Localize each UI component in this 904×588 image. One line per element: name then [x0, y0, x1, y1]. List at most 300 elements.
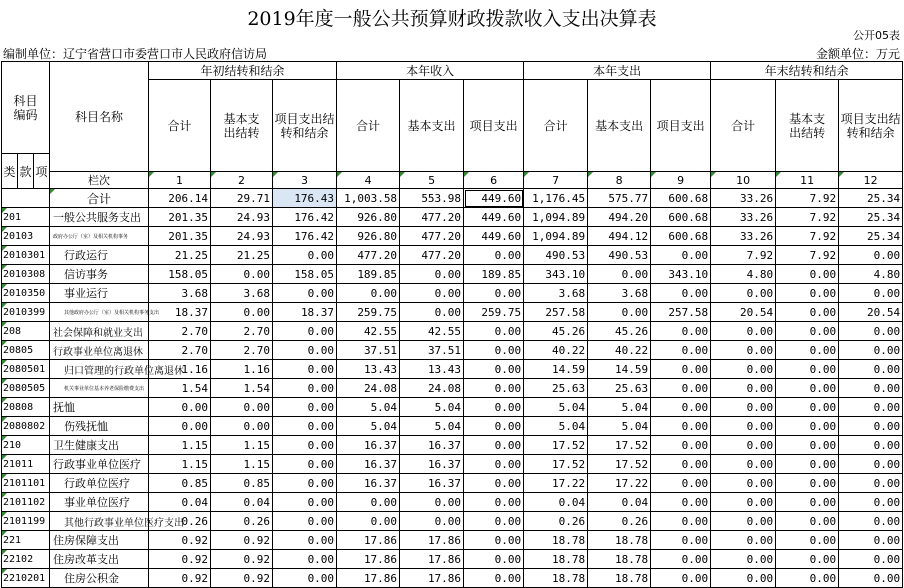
amount-cell[interactable]: 21.25	[149, 246, 211, 265]
amount-cell[interactable]: 20.54	[711, 303, 776, 322]
subject-name-cell[interactable]: 住房保障支出	[50, 531, 149, 550]
amount-cell[interactable]: 3.68	[524, 284, 588, 303]
amount-cell[interactable]: 1,176.45	[524, 189, 588, 208]
amount-cell[interactable]: 1,094.89	[524, 208, 588, 227]
amount-cell[interactable]: 3.68	[588, 284, 651, 303]
amount-cell[interactable]: 0.04	[149, 493, 211, 512]
amount-cell[interactable]: 201.35	[149, 227, 211, 246]
amount-cell[interactable]: 24.93	[211, 208, 273, 227]
amount-cell[interactable]: 0.00	[273, 512, 337, 531]
amount-cell[interactable]: 0.00	[839, 341, 903, 360]
amount-cell[interactable]: 0.00	[464, 398, 524, 417]
amount-cell[interactable]: 0.00	[273, 398, 337, 417]
amount-cell[interactable]: 14.59	[524, 360, 588, 379]
amount-cell[interactable]: 0.00	[464, 455, 524, 474]
amount-cell[interactable]: 0.00	[839, 512, 903, 531]
amount-cell[interactable]: 37.51	[337, 341, 400, 360]
subject-name-cell[interactable]: 行政单位医疗	[50, 474, 149, 493]
amount-cell[interactable]: 1.15	[149, 436, 211, 455]
table-row	[2, 455, 903, 474]
amount-cell[interactable]: 0.00	[839, 455, 903, 474]
amount-cell[interactable]: 0.00	[839, 493, 903, 512]
amount-cell[interactable]: 0.92	[211, 569, 273, 588]
amount-cell[interactable]: 1.16	[211, 360, 273, 379]
amount-cell[interactable]: 0.92	[149, 531, 211, 550]
subject-name-cell[interactable]: 事业单位医疗	[50, 493, 149, 512]
amount-cell[interactable]: 0.00	[273, 474, 337, 493]
amount-cell[interactable]: 0.00	[776, 417, 839, 436]
subject-name-cell[interactable]: 住房改革支出	[50, 550, 149, 569]
amount-cell[interactable]: 0.00	[776, 474, 839, 493]
amount-cell[interactable]: 0.00	[273, 246, 337, 265]
amount-cell[interactable]: 18.37	[273, 303, 337, 322]
amount-cell[interactable]: 16.37	[337, 436, 400, 455]
amount-cell[interactable]: 18.78	[524, 531, 588, 550]
amount-cell[interactable]: 0.00	[149, 398, 211, 417]
amount-cell[interactable]: 0.00	[464, 531, 524, 550]
amount-cell[interactable]: 0.00	[211, 398, 273, 417]
amount-cell[interactable]: 25.63	[524, 379, 588, 398]
amount-cell[interactable]: 5.04	[337, 398, 400, 417]
subject-code-cell[interactable]: 22102	[2, 550, 50, 569]
amount-cell[interactable]: 0.00	[273, 493, 337, 512]
amount-cell[interactable]: 0.00	[651, 474, 711, 493]
amount-cell[interactable]: 0.00	[711, 474, 776, 493]
amount-cell[interactable]: 5.04	[588, 417, 651, 436]
amount-cell[interactable]: 158.05	[273, 265, 337, 284]
table-row	[2, 189, 903, 208]
amount-cell[interactable]: 0.00	[464, 569, 524, 588]
amount-cell[interactable]: 0.00	[776, 303, 839, 322]
amount-cell[interactable]: 0.85	[149, 474, 211, 493]
amount-cell[interactable]: 477.20	[400, 227, 464, 246]
amount-cell[interactable]: 25.34	[839, 189, 903, 208]
amount-cell[interactable]: 18.78	[588, 531, 651, 550]
subject-code-cell[interactable]: 208	[2, 322, 50, 341]
amount-cell[interactable]: 17.86	[337, 531, 400, 550]
amount-cell[interactable]: 0.00	[400, 303, 464, 322]
amount-cell[interactable]: 0.00	[839, 246, 903, 265]
amount-cell[interactable]: 17.86	[400, 531, 464, 550]
amount-cell[interactable]: 0.00	[839, 550, 903, 569]
amount-cell[interactable]: 0.04	[211, 493, 273, 512]
amount-cell[interactable]: 2.70	[211, 322, 273, 341]
amount-cell[interactable]: 575.77	[588, 189, 651, 208]
subject-name-cell[interactable]: 政府办公厅（室）及相关机构事务	[50, 227, 149, 246]
amount-cell[interactable]: 0.92	[211, 531, 273, 550]
amount-cell[interactable]: 0.00	[400, 284, 464, 303]
amount-cell[interactable]: 257.58	[651, 303, 711, 322]
amount-cell[interactable]: 17.86	[400, 550, 464, 569]
subject-code-cell[interactable]: 20103	[2, 227, 50, 246]
amount-cell[interactable]: 0.00	[651, 512, 711, 531]
amount-cell[interactable]: 0.00	[711, 284, 776, 303]
amount-cell[interactable]: 0.00	[273, 360, 337, 379]
amount-cell[interactable]: 0.00	[651, 341, 711, 360]
amount-cell[interactable]: 17.86	[400, 569, 464, 588]
amount-cell[interactable]: 21.25	[211, 246, 273, 265]
amount-cell[interactable]: 176.42	[273, 208, 337, 227]
subject-code-cell[interactable]: 2010301	[2, 246, 50, 265]
subject-name-cell[interactable]: 行政运行	[50, 246, 149, 265]
amount-cell[interactable]: 0.00	[273, 569, 337, 588]
subject-name-cell[interactable]: 伤残抚恤	[50, 417, 149, 436]
amount-cell[interactable]: 0.00	[776, 360, 839, 379]
amount-cell[interactable]: 0.00	[211, 303, 273, 322]
amount-cell[interactable]: 0.26	[211, 512, 273, 531]
amount-cell[interactable]: 0.00	[273, 550, 337, 569]
amount-cell[interactable]: 0.00	[776, 493, 839, 512]
amount-cell[interactable]: 0.00	[651, 550, 711, 569]
amount-cell[interactable]: 0.92	[149, 569, 211, 588]
amount-cell[interactable]: 0.00	[651, 436, 711, 455]
amount-cell[interactable]: 7.92	[711, 246, 776, 265]
amount-cell[interactable]: 18.78	[524, 569, 588, 588]
amount-cell[interactable]: 17.22	[524, 474, 588, 493]
amount-cell[interactable]: 1.54	[211, 379, 273, 398]
amount-cell[interactable]: 0.92	[149, 550, 211, 569]
amount-cell[interactable]: 1.54	[149, 379, 211, 398]
amount-cell[interactable]: 7.92	[776, 208, 839, 227]
amount-cell[interactable]: 0.00	[400, 512, 464, 531]
amount-cell[interactable]: 4.80	[711, 265, 776, 284]
amount-cell[interactable]: 17.52	[524, 436, 588, 455]
amount-cell[interactable]: 0.00	[464, 436, 524, 455]
amount-cell[interactable]: 5.04	[524, 417, 588, 436]
subject-code-cell[interactable]: 2080501	[2, 360, 50, 379]
amount-cell[interactable]: 0.00	[711, 569, 776, 588]
subject-code-cell[interactable]: 2080802	[2, 417, 50, 436]
amount-cell[interactable]: 16.37	[400, 436, 464, 455]
amount-cell[interactable]: 20.54	[839, 303, 903, 322]
amount-cell[interactable]: 1.15	[149, 455, 211, 474]
amount-cell[interactable]: 0.26	[588, 512, 651, 531]
amount-cell[interactable]: 0.00	[776, 531, 839, 550]
amount-cell[interactable]: 0.00	[651, 379, 711, 398]
amount-cell[interactable]: 3.68	[211, 284, 273, 303]
amount-cell[interactable]: 29.71	[211, 189, 273, 208]
subject-code-cell[interactable]	[2, 189, 50, 208]
amount-cell[interactable]: 0.00	[711, 360, 776, 379]
amount-cell[interactable]: 0.00	[588, 303, 651, 322]
amount-cell[interactable]: 600.68	[651, 189, 711, 208]
amount-cell[interactable]: 206.14	[149, 189, 211, 208]
amount-cell[interactable]: 0.00	[711, 417, 776, 436]
amount-cell[interactable]: 0.00	[464, 341, 524, 360]
amount-cell[interactable]: 0.00	[711, 379, 776, 398]
amount-cell[interactable]: 0.00	[651, 531, 711, 550]
amount-cell[interactable]: 176.42	[273, 227, 337, 246]
amount-cell[interactable]: 0.00	[211, 265, 273, 284]
subject-code-cell[interactable]: 2010308	[2, 265, 50, 284]
amount-cell[interactable]: 17.22	[588, 474, 651, 493]
subject-code-cell[interactable]: 2010399	[2, 303, 50, 322]
amount-cell[interactable]: 0.00	[839, 398, 903, 417]
subject-name-cell[interactable]: 其他行政事业单位医疗支出	[50, 512, 149, 531]
amount-cell[interactable]: 0.00	[464, 474, 524, 493]
amount-cell[interactable]: 18.78	[588, 550, 651, 569]
subject-name-cell[interactable]: 行政事业单位离退休	[50, 341, 149, 360]
amount-cell[interactable]: 33.26	[711, 208, 776, 227]
amount-cell[interactable]: 0.00	[839, 569, 903, 588]
amount-cell[interactable]: 0.26	[524, 512, 588, 531]
subject-name-cell[interactable]: 其他政府办公厅（室）及相关机构事务支出	[50, 303, 149, 322]
amount-cell[interactable]: 45.26	[588, 322, 651, 341]
amount-cell[interactable]: 2.70	[211, 341, 273, 360]
amount-cell[interactable]: 926.80	[337, 208, 400, 227]
amount-cell[interactable]: 0.00	[464, 322, 524, 341]
amount-cell[interactable]: 4.80	[839, 265, 903, 284]
amount-cell[interactable]: 189.85	[464, 265, 524, 284]
amount-cell[interactable]: 18.37	[149, 303, 211, 322]
subject-code-cell[interactable]: 210	[2, 436, 50, 455]
amount-cell[interactable]: 17.52	[588, 455, 651, 474]
amount-cell[interactable]: 3.68	[149, 284, 211, 303]
amount-cell[interactable]: 0.00	[273, 322, 337, 341]
amount-cell[interactable]: 24.08	[400, 379, 464, 398]
amount-cell[interactable]: 1.15	[211, 455, 273, 474]
amount-cell[interactable]: 0.00	[588, 265, 651, 284]
subject-name-cell[interactable]: 合计	[50, 189, 149, 208]
amount-cell[interactable]: 0.00	[651, 322, 711, 341]
amount-cell[interactable]: 37.51	[400, 341, 464, 360]
subject-name-cell[interactable]: 行政事业单位医疗	[50, 455, 149, 474]
amount-cell[interactable]: 14.59	[588, 360, 651, 379]
subject-name-cell[interactable]: 机关事业单位基本养老保险缴费支出	[50, 379, 149, 398]
amount-cell[interactable]: 42.55	[400, 322, 464, 341]
amount-cell[interactable]: 926.80	[337, 227, 400, 246]
amount-cell[interactable]: 259.75	[337, 303, 400, 322]
amount-cell[interactable]: 7.92	[776, 227, 839, 246]
amount-cell[interactable]: 600.68	[651, 227, 711, 246]
amount-cell[interactable]: 0.85	[211, 474, 273, 493]
amount-cell[interactable]: 1,094.89	[524, 227, 588, 246]
subject-name-cell[interactable]: 事业运行	[50, 284, 149, 303]
amount-cell[interactable]: 0.00	[839, 322, 903, 341]
amount-cell[interactable]: 449.60	[464, 227, 524, 246]
amount-cell[interactable]: 490.53	[588, 246, 651, 265]
amount-cell[interactable]: 0.00	[776, 398, 839, 417]
amount-cell[interactable]: 18.78	[588, 569, 651, 588]
amount-cell[interactable]: 0.00	[464, 246, 524, 265]
amount-cell[interactable]: 0.00	[273, 531, 337, 550]
amount-cell[interactable]: 45.26	[524, 322, 588, 341]
amount-cell[interactable]: 2.70	[149, 322, 211, 341]
amount-cell[interactable]: 0.00	[711, 398, 776, 417]
amount-cell[interactable]: 176.43	[273, 189, 337, 208]
amount-cell[interactable]: 0.00	[400, 493, 464, 512]
amount-cell[interactable]: 0.26	[149, 512, 211, 531]
subject-code-cell[interactable]: 2101199	[2, 512, 50, 531]
amount-cell[interactable]: 0.00	[464, 550, 524, 569]
subject-code-cell[interactable]: 2010350	[2, 284, 50, 303]
amount-cell[interactable]: 24.08	[337, 379, 400, 398]
amount-cell[interactable]: 0.00	[776, 455, 839, 474]
subject-name-cell[interactable]: 卫生健康支出	[50, 436, 149, 455]
amount-cell[interactable]: 0.00	[651, 455, 711, 474]
subject-name-cell[interactable]: 住房公积金	[50, 569, 149, 588]
amount-cell[interactable]: 0.00	[776, 284, 839, 303]
amount-cell[interactable]: 7.92	[776, 246, 839, 265]
amount-cell[interactable]: 5.04	[337, 417, 400, 436]
amount-cell[interactable]: 0.00	[211, 417, 273, 436]
subject-code-cell[interactable]: 2210201	[2, 569, 50, 588]
amount-cell[interactable]: 0.00	[711, 436, 776, 455]
amount-cell[interactable]: 42.55	[337, 322, 400, 341]
subject-code-cell[interactable]: 2101102	[2, 493, 50, 512]
table-row	[2, 322, 903, 341]
amount-cell[interactable]: 0.00	[776, 379, 839, 398]
subject-code-cell[interactable]: 201	[2, 208, 50, 227]
subject-code-cell[interactable]: 2080505	[2, 379, 50, 398]
column-number: 12	[839, 172, 903, 189]
subject-name-cell[interactable]: 归口管理的行政单位离退休	[50, 360, 149, 379]
amount-cell[interactable]: 25.63	[588, 379, 651, 398]
amount-cell[interactable]: 343.10	[524, 265, 588, 284]
amount-cell[interactable]: 0.00	[776, 322, 839, 341]
amount-cell[interactable]: 17.52	[524, 455, 588, 474]
amount-cell[interactable]: 477.20	[400, 208, 464, 227]
amount-cell[interactable]: 33.26	[711, 189, 776, 208]
amount-cell[interactable]: 0.00	[651, 417, 711, 436]
amount-cell[interactable]: 0.00	[776, 569, 839, 588]
amount-cell[interactable]: 13.43	[400, 360, 464, 379]
amount-cell[interactable]: 0.00	[464, 379, 524, 398]
amount-cell[interactable]: 449.60	[464, 189, 524, 208]
amount-cell[interactable]: 494.12	[588, 227, 651, 246]
table-row	[2, 474, 903, 493]
amount-cell[interactable]: 259.75	[464, 303, 524, 322]
amount-cell[interactable]: 477.20	[337, 246, 400, 265]
amount-cell[interactable]: 0.00	[651, 360, 711, 379]
amount-cell[interactable]: 5.04	[524, 398, 588, 417]
amount-cell[interactable]: 494.20	[588, 208, 651, 227]
amount-cell[interactable]: 25.34	[839, 227, 903, 246]
amount-cell[interactable]: 477.20	[400, 246, 464, 265]
subject-code-cell[interactable]: 221	[2, 531, 50, 550]
amount-cell[interactable]: 0.00	[337, 493, 400, 512]
amount-cell[interactable]: 0.00	[464, 417, 524, 436]
amount-cell[interactable]: 0.00	[839, 474, 903, 493]
amount-cell[interactable]: 0.00	[273, 379, 337, 398]
amount-cell[interactable]: 449.60	[464, 208, 524, 227]
amount-cell[interactable]: 16.37	[337, 474, 400, 493]
amount-cell[interactable]: 17.86	[337, 569, 400, 588]
amount-cell[interactable]: 1.15	[211, 436, 273, 455]
subject-name-cell[interactable]: 一般公共服务支出	[50, 208, 149, 227]
subject-code-cell[interactable]: 20808	[2, 398, 50, 417]
amount-cell[interactable]: 25.34	[839, 208, 903, 227]
amount-cell[interactable]: 0.00	[273, 341, 337, 360]
amount-cell[interactable]: 0.00	[839, 379, 903, 398]
amount-cell[interactable]: 0.00	[149, 417, 211, 436]
amount-cell[interactable]: 0.00	[651, 398, 711, 417]
subject-code-cell[interactable]: 21011	[2, 455, 50, 474]
subject-code-cell[interactable]: 2101101	[2, 474, 50, 493]
amount-cell[interactable]: 0.00	[711, 512, 776, 531]
amount-cell[interactable]: 0.00	[273, 455, 337, 474]
amount-cell[interactable]: 0.00	[711, 531, 776, 550]
amount-cell[interactable]: 5.04	[400, 398, 464, 417]
amount-cell[interactable]: 0.00	[776, 550, 839, 569]
amount-cell[interactable]: 33.26	[711, 227, 776, 246]
amount-cell[interactable]: 553.98	[400, 189, 464, 208]
amount-cell[interactable]: 0.00	[711, 493, 776, 512]
amount-cell[interactable]: 0.92	[211, 550, 273, 569]
amount-cell[interactable]: 0.00	[651, 493, 711, 512]
subject-name-cell[interactable]: 社会保障和就业支出	[50, 322, 149, 341]
amount-cell[interactable]: 7.92	[776, 189, 839, 208]
amount-cell[interactable]: 0.04	[588, 493, 651, 512]
amount-cell[interactable]: 0.00	[273, 436, 337, 455]
subject-code-cell[interactable]: 20805	[2, 341, 50, 360]
amount-cell[interactable]: 0.04	[524, 493, 588, 512]
amount-cell[interactable]: 0.00	[273, 417, 337, 436]
amount-cell[interactable]: 0.00	[839, 531, 903, 550]
amount-cell[interactable]: 0.00	[464, 512, 524, 531]
amount-cell[interactable]: 17.86	[337, 550, 400, 569]
amount-cell[interactable]: 16.37	[400, 474, 464, 493]
amount-cell[interactable]: 0.00	[776, 512, 839, 531]
amount-cell[interactable]: 189.85	[337, 265, 400, 284]
amount-cell[interactable]: 1.16	[149, 360, 211, 379]
amount-cell[interactable]: 0.00	[776, 436, 839, 455]
amount-cell[interactable]: 0.00	[711, 550, 776, 569]
amount-cell[interactable]: 0.00	[464, 284, 524, 303]
amount-cell[interactable]: 0.00	[464, 360, 524, 379]
amount-cell[interactable]: 0.00	[839, 436, 903, 455]
amount-cell[interactable]: 13.43	[337, 360, 400, 379]
amount-cell[interactable]: 5.04	[588, 398, 651, 417]
amount-cell[interactable]: 17.52	[588, 436, 651, 455]
amount-cell[interactable]: 0.00	[651, 284, 711, 303]
amount-cell[interactable]: 0.00	[839, 284, 903, 303]
amount-cell[interactable]: 201.35	[149, 208, 211, 227]
subject-name-cell[interactable]: 抚恤	[50, 398, 149, 417]
table-row	[2, 417, 903, 436]
amount-cell[interactable]: 600.68	[651, 208, 711, 227]
amount-cell[interactable]: 18.78	[524, 550, 588, 569]
amount-cell[interactable]: 0.00	[337, 512, 400, 531]
amount-cell[interactable]: 0.00	[400, 265, 464, 284]
amount-cell[interactable]: 0.00	[273, 284, 337, 303]
amount-cell[interactable]: 490.53	[524, 246, 588, 265]
amount-cell[interactable]: 0.00	[839, 360, 903, 379]
amount-cell[interactable]: 0.00	[711, 322, 776, 341]
amount-cell[interactable]: 5.04	[400, 417, 464, 436]
amount-cell[interactable]: 16.37	[337, 455, 400, 474]
subject-name-cell[interactable]: 信访事务	[50, 265, 149, 284]
amount-cell[interactable]: 40.22	[588, 341, 651, 360]
amount-cell[interactable]: 40.22	[524, 341, 588, 360]
amount-cell[interactable]: 0.00	[711, 455, 776, 474]
amount-cell[interactable]: 0.00	[464, 493, 524, 512]
amount-cell[interactable]: 0.00	[651, 569, 711, 588]
amount-cell[interactable]: 0.00	[839, 417, 903, 436]
amount-cell[interactable]: 0.00	[651, 246, 711, 265]
amount-cell[interactable]: 16.37	[400, 455, 464, 474]
amount-cell[interactable]: 0.00	[776, 265, 839, 284]
amount-cell[interactable]: 0.00	[337, 284, 400, 303]
amount-cell[interactable]: 257.58	[524, 303, 588, 322]
amount-cell[interactable]: 158.05	[149, 265, 211, 284]
amount-cell[interactable]: 0.00	[711, 341, 776, 360]
amount-cell[interactable]: 343.10	[651, 265, 711, 284]
amount-cell[interactable]: 0.00	[776, 341, 839, 360]
amount-cell[interactable]: 2.70	[149, 341, 211, 360]
amount-cell[interactable]: 24.93	[211, 227, 273, 246]
amount-cell[interactable]: 1,003.58	[337, 189, 400, 208]
